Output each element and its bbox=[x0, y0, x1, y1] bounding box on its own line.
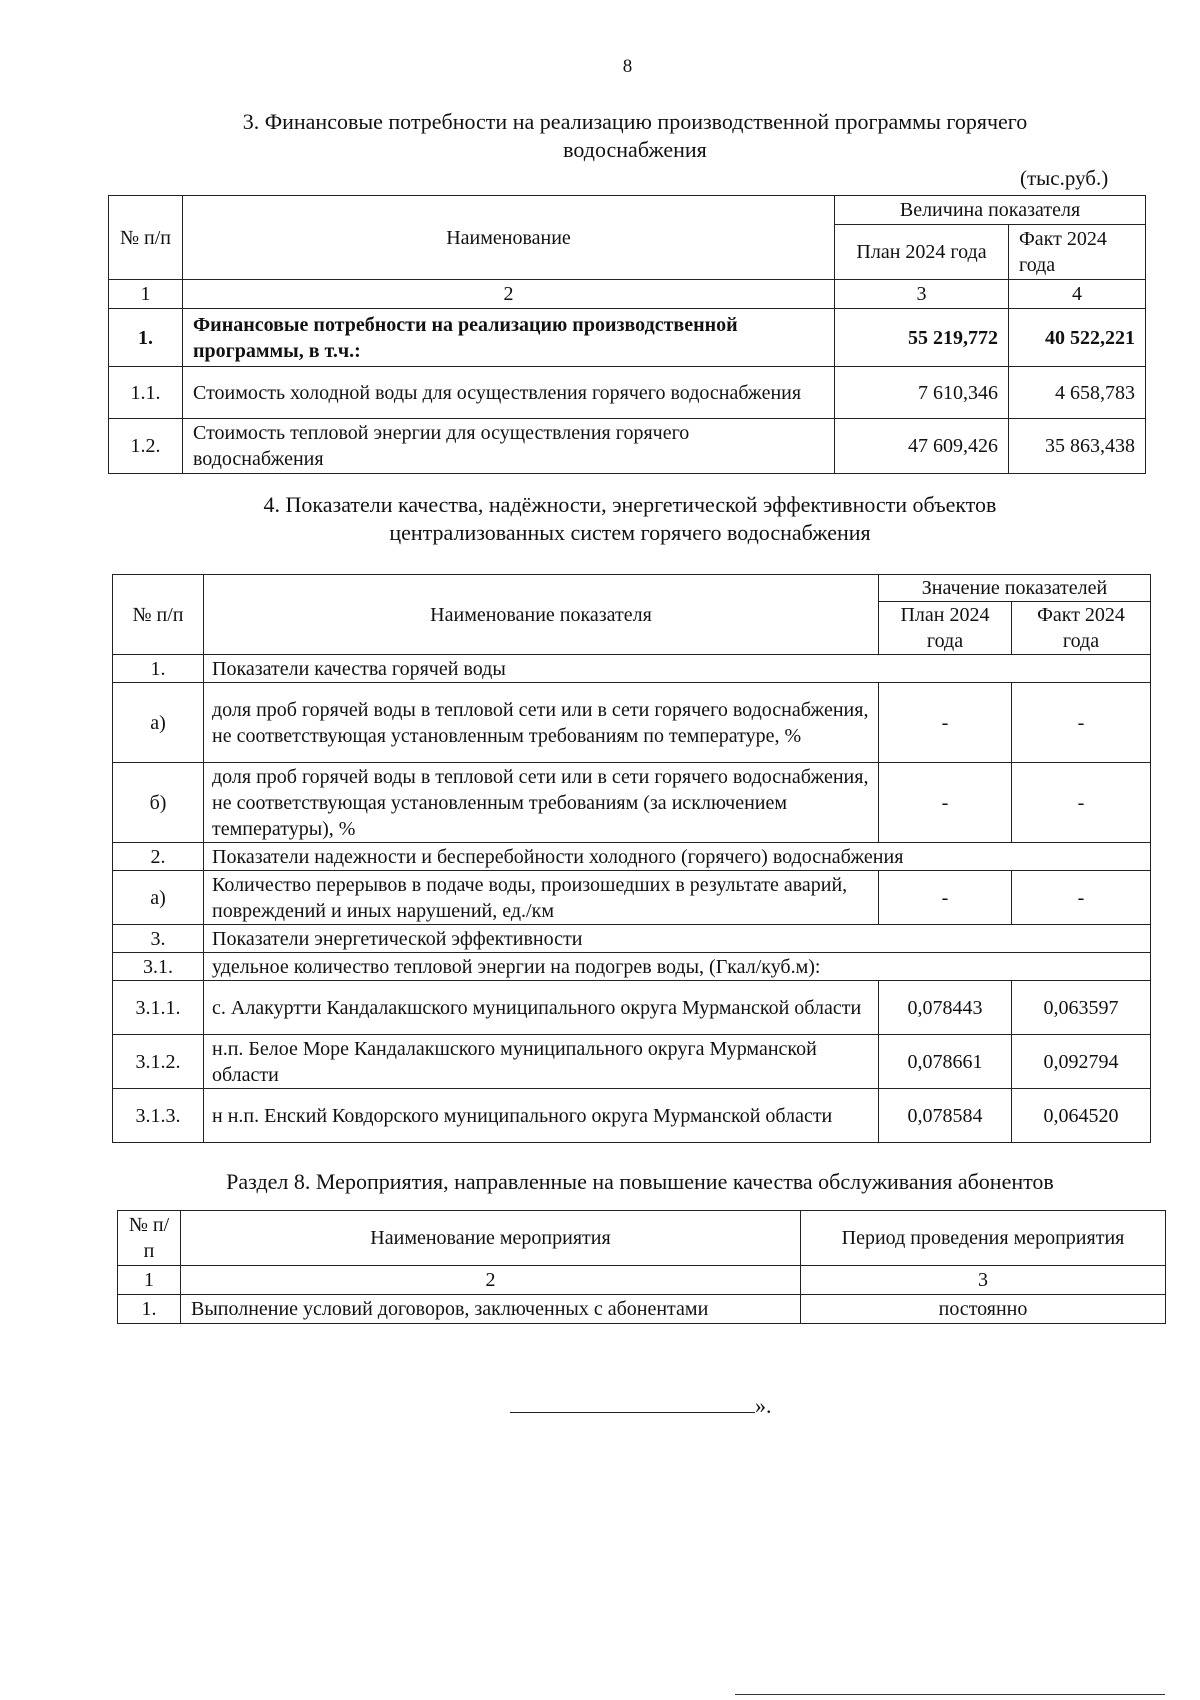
header-value-group: Величина показателя bbox=[835, 196, 1146, 225]
row-name: доля проб горячей воды в тепловой сети или в сети горячего водоснабжения, не соответствующая установленным требованиям по температуре, % bbox=[204, 683, 879, 763]
row-plan: 0,078584 bbox=[879, 1089, 1012, 1143]
table-row bbox=[109, 419, 1146, 474]
quality-indicators-table bbox=[112, 574, 1151, 1143]
header-fact: Факт 2024 года bbox=[1012, 602, 1151, 655]
row-name: Стоимость тепловой энергии для осуществления горячего водоснабжения bbox=[183, 419, 835, 474]
row-name: удельное количество тепловой энергии на подогрев воды, (Гкал/куб.м): bbox=[204, 953, 1151, 981]
table-row bbox=[113, 843, 1151, 871]
table-header-row bbox=[113, 575, 1151, 602]
row-num: 3.1. bbox=[113, 953, 204, 981]
row-num: 3. bbox=[113, 925, 204, 953]
row-fact: 35 863,438 bbox=[1009, 419, 1146, 474]
row-plan: 0,078443 bbox=[879, 981, 1012, 1035]
header-period: Период проведения мероприятия bbox=[801, 1211, 1166, 1266]
row-name: доля проб горячей воды в тепловой сети или в сети горячего водоснабжения, не соответствующая установленным требованиям (за исключением температуры), % bbox=[204, 763, 879, 843]
row-name: Выполнение условий договоров, заключенных с абонентами bbox=[181, 1295, 801, 1324]
table-row bbox=[109, 309, 1146, 367]
header-name: Наименование мероприятия bbox=[181, 1211, 801, 1266]
section4-title-line1: 4. Показатели качества, надёжности, энергетической эффективности объектов bbox=[263, 492, 997, 517]
header-plan: План 2024 года bbox=[879, 602, 1012, 655]
row-num: 3.1.2. bbox=[113, 1035, 204, 1089]
row-fact: 4 658,783 bbox=[1009, 367, 1146, 419]
section3-title-line1: 3. Финансовые потребности на реализацию производственной программы горячего bbox=[242, 109, 1028, 134]
section8-title: Раздел 8. Мероприятия, направленные на повышение качества обслуживания абонентов bbox=[226, 1169, 1054, 1194]
table-row bbox=[113, 981, 1151, 1035]
table-header-row bbox=[109, 196, 1146, 225]
page-number: 8 bbox=[622, 56, 633, 77]
table-row bbox=[109, 367, 1146, 419]
row-plan: - bbox=[879, 683, 1012, 763]
signature-underline bbox=[510, 1394, 755, 1413]
row-plan: 0,078661 bbox=[879, 1035, 1012, 1089]
index-cell: 3 bbox=[801, 1266, 1166, 1295]
header-fact: Факт 2024 года bbox=[1009, 225, 1146, 280]
table-row bbox=[118, 1295, 1166, 1324]
header-num: № п/п bbox=[118, 1211, 181, 1266]
row-plan: - bbox=[879, 763, 1012, 843]
row-fact: 0,092794 bbox=[1012, 1035, 1151, 1089]
row-num: 3.1.1. bbox=[113, 981, 204, 1035]
row-name: Показатели надежности и бесперебойности холодного (горячего) водоснабжения bbox=[204, 843, 1151, 871]
index-cell: 2 bbox=[181, 1266, 801, 1295]
index-row bbox=[118, 1266, 1166, 1295]
row-name: с. Алакуртти Кандалакшского муниципального округа Мурманской области bbox=[204, 981, 879, 1035]
row-num: 1. bbox=[109, 309, 183, 367]
index-cell: 2 bbox=[183, 280, 835, 309]
table-row bbox=[113, 1089, 1151, 1143]
row-plan: - bbox=[879, 871, 1012, 925]
table-row bbox=[113, 1035, 1151, 1089]
row-num: 1. bbox=[118, 1295, 181, 1324]
row-num: 2. bbox=[113, 843, 204, 871]
header-name: Наименование показателя bbox=[204, 575, 879, 655]
row-fact: - bbox=[1012, 871, 1151, 925]
header-name: Наименование bbox=[183, 196, 835, 280]
table-row bbox=[113, 871, 1151, 925]
row-num: а) bbox=[113, 871, 204, 925]
row-plan: 47 609,426 bbox=[835, 419, 1009, 474]
row-name: н.п. Белое Море Кандалакшского муниципального округа Мурманской области bbox=[204, 1035, 879, 1089]
units-label: (тыс.руб.) bbox=[1020, 166, 1109, 190]
row-fact: 0,064520 bbox=[1012, 1089, 1151, 1143]
header-num: № п/п bbox=[113, 575, 204, 655]
row-fact: - bbox=[1012, 683, 1151, 763]
row-name: Показатели энергетической эффективности bbox=[204, 925, 1151, 953]
row-name: Количество перерывов в подаче воды, произошедших в результате аварий, повреждений и иных нарушений, ед./км bbox=[204, 871, 879, 925]
index-cell: 1 bbox=[109, 280, 183, 309]
table-row bbox=[113, 655, 1151, 683]
closing-mark: ». bbox=[755, 1393, 772, 1418]
index-cell: 3 bbox=[835, 280, 1009, 309]
row-name: н н.п. Енский Ковдорского муниципального округа Мурманской области bbox=[204, 1089, 879, 1143]
section3-title bbox=[120, 108, 1150, 164]
index-row bbox=[109, 280, 1146, 309]
row-plan: 7 610,346 bbox=[835, 367, 1009, 419]
row-num: 1.1. bbox=[109, 367, 183, 419]
row-num: б) bbox=[113, 763, 204, 843]
table-row bbox=[113, 925, 1151, 953]
table-row bbox=[113, 953, 1151, 981]
section3-title-line2: водоснабжения bbox=[563, 137, 707, 162]
row-num: 1. bbox=[113, 655, 204, 683]
row-fact: - bbox=[1012, 763, 1151, 843]
row-name: Стоимость холодной воды для осуществления горячего водоснабжения bbox=[183, 367, 835, 419]
row-plan: 55 219,772 bbox=[835, 309, 1009, 367]
table-row bbox=[113, 683, 1151, 763]
header-value-group: Значение показателей bbox=[879, 575, 1151, 602]
financial-needs-table bbox=[108, 195, 1146, 474]
header-num: № п/п bbox=[109, 196, 183, 280]
signature-line bbox=[510, 1393, 772, 1419]
section4-title bbox=[170, 491, 1090, 547]
row-name: Финансовые потребности на реализацию производственной программы, в т.ч.: bbox=[183, 309, 835, 367]
table-row bbox=[113, 763, 1151, 843]
row-name: Показатели качества горячей воды bbox=[204, 655, 1151, 683]
table-header-row bbox=[118, 1211, 1166, 1266]
row-num: а) bbox=[113, 683, 204, 763]
header-plan: План 2024 года bbox=[835, 225, 1009, 280]
section4-title-line2: централизованных систем горячего водоснабжения bbox=[389, 520, 871, 545]
row-num: 1.2. bbox=[109, 419, 183, 474]
row-period: постоянно bbox=[801, 1295, 1166, 1324]
index-cell: 4 bbox=[1009, 280, 1146, 309]
row-fact: 0,063597 bbox=[1012, 981, 1151, 1035]
service-measures-table bbox=[117, 1210, 1166, 1324]
index-cell: 1 bbox=[118, 1266, 181, 1295]
row-num: 3.1.3. bbox=[113, 1089, 204, 1143]
row-fact: 40 522,221 bbox=[1009, 309, 1146, 367]
footer-rule bbox=[735, 1694, 1165, 1695]
